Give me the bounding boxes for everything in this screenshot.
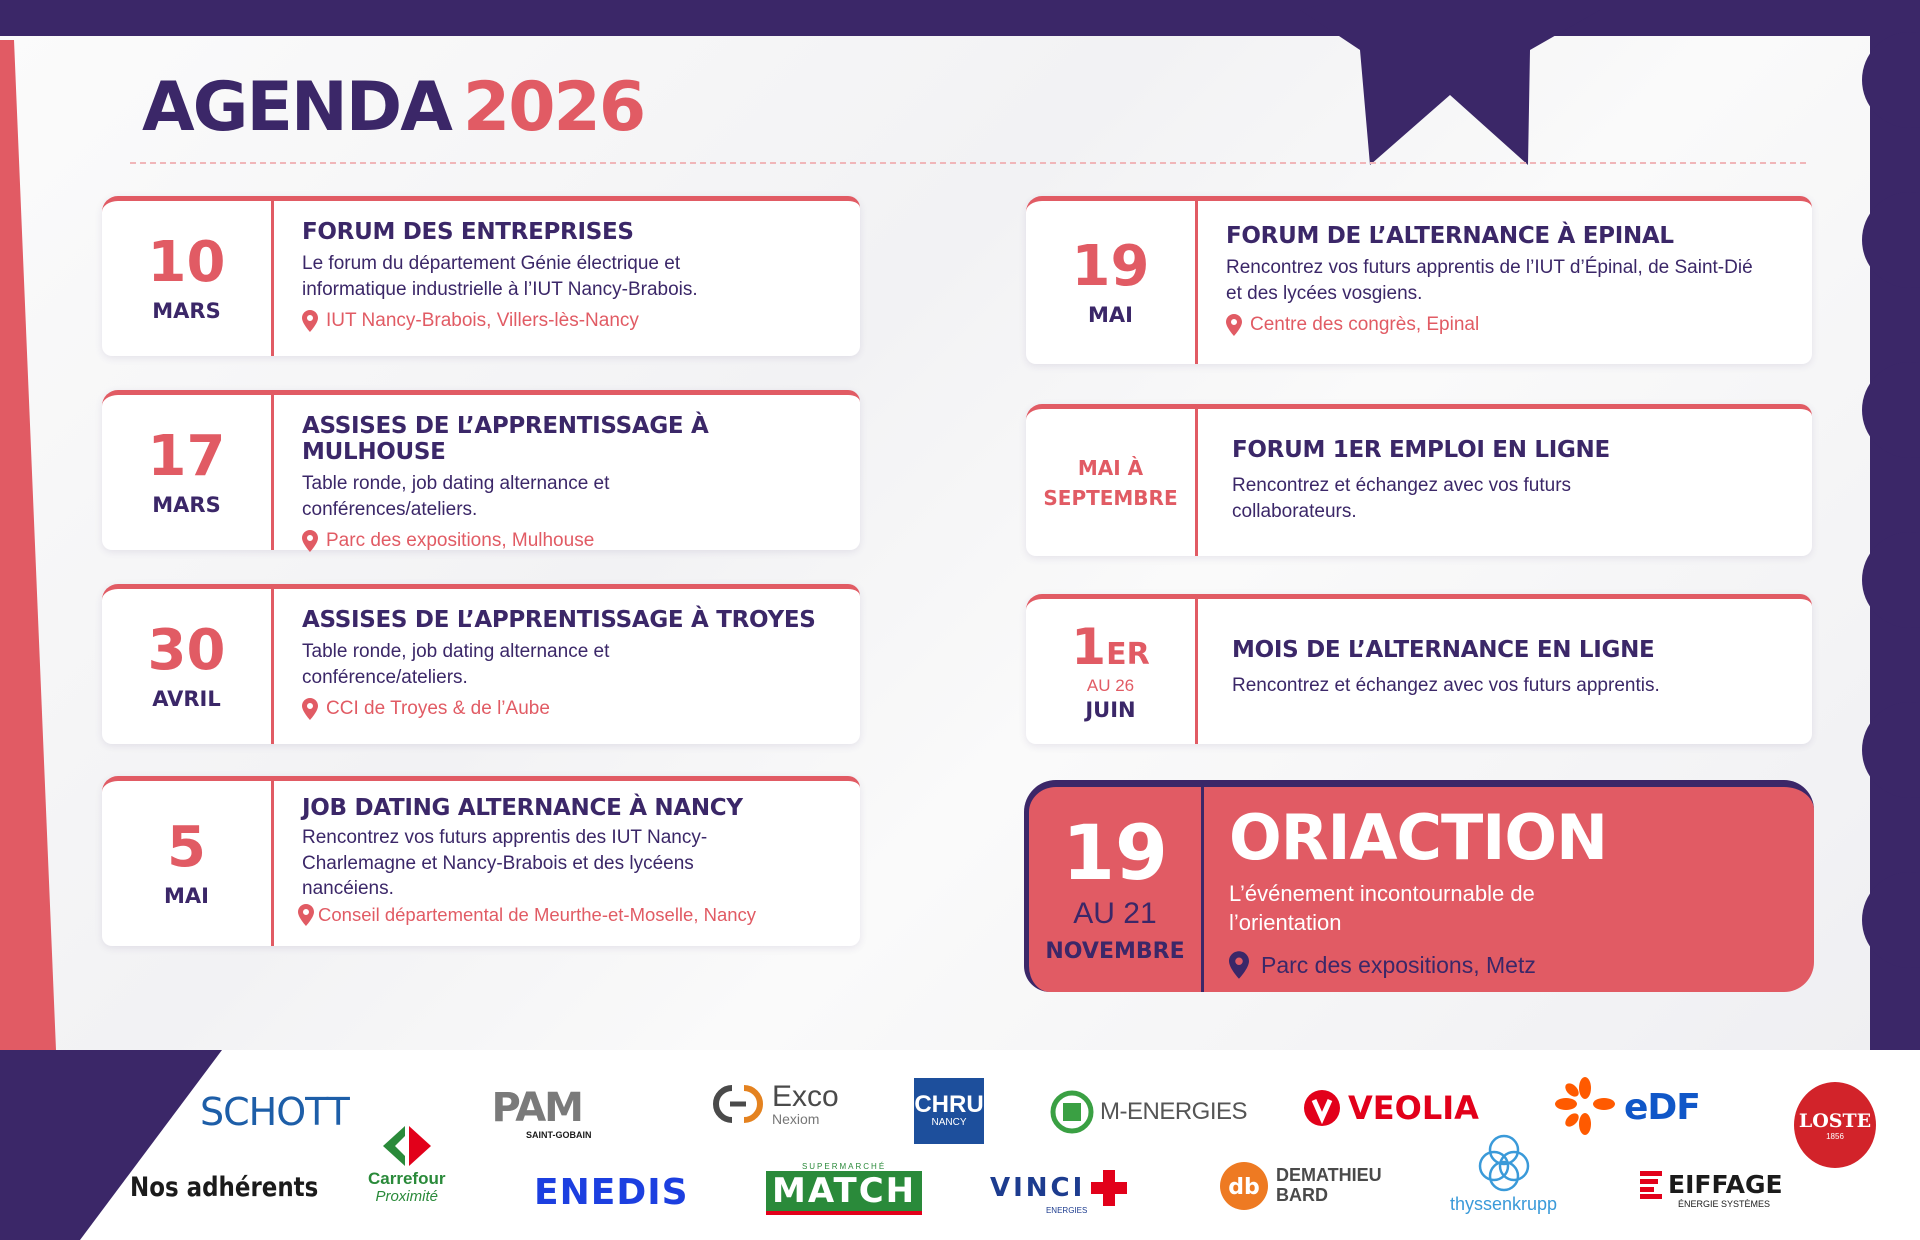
vinci-logo-text: VINCI [990, 1173, 1086, 1203]
exco-logo [710, 1082, 839, 1126]
thyssenkrupp-logo [1450, 1134, 1557, 1215]
event-description: Rencontrez et échangez avec vos futurs collaborateurs. [1232, 475, 1572, 522]
svg-text:db: db [1228, 1175, 1260, 1200]
chru-logo-text: CHRU [914, 1091, 984, 1118]
event-month: MARS [152, 298, 221, 323]
footer-label: Nos adhérents [130, 1172, 319, 1203]
edf-sun-icon [1552, 1076, 1618, 1138]
featured-location-text: Parc des expositions, Metz [1261, 951, 1536, 978]
right-bubble-edge [1810, 20, 1920, 1060]
m-energies-logo [1050, 1090, 1247, 1134]
event-card-mois-alternance [1026, 594, 1812, 744]
pam-logo [482, 1085, 592, 1140]
event-card-forum-1er-emploi [1026, 404, 1812, 556]
event-card-assises-troyes [102, 584, 860, 744]
featured-description: L’événement incontournable de l’orientation [1229, 881, 1535, 935]
title-year: 2026 [462, 68, 645, 147]
m-energies-mark-icon [1050, 1090, 1094, 1134]
location-pin-icon [302, 310, 318, 332]
featured-event-oriaction [1024, 780, 1814, 992]
event-description: Table ronde, job dating alternance et conférences/ateliers. [302, 473, 610, 520]
loste-logo [1794, 1082, 1876, 1168]
event-location [302, 530, 846, 552]
title-divider [130, 162, 1806, 164]
event-description: Rencontrez vos futurs apprentis des IUT Nancy-Charlemagne et Nancy-Brabois et des lycéens nancéiens. [302, 827, 708, 900]
featured-date [1029, 787, 1204, 992]
chru-logo [914, 1078, 984, 1144]
location-pin-icon [302, 698, 318, 720]
event-description: Table ronde, job dating alternance et conférence/ateliers. [302, 641, 610, 688]
event-date [1026, 599, 1198, 744]
carrefour-logo-sub: Proximité [375, 1188, 438, 1205]
event-day: 17 [147, 423, 226, 489]
carrefour-logo [368, 1124, 445, 1204]
title-word: AGENDA [142, 68, 451, 147]
enedis-logo [534, 1172, 689, 1213]
event-title: ASSISES DE L’APPRENTISSAGE À TROYES [302, 607, 816, 633]
event-card-job-dating-nancy [102, 776, 860, 946]
loste-logo-sub: 1856 [1826, 1131, 1844, 1141]
event-location-text: Centre des congrès, Epinal [1250, 314, 1480, 336]
m-energies-logo-text: M-ENERGIES [1100, 1098, 1248, 1125]
featured-range: AU 21 [1073, 897, 1157, 930]
event-card-assises-mulhouse [102, 390, 860, 550]
event-description: Rencontrez vos futurs apprentis de l’IUT d’Épinal, de Saint-Dié et des lycées vosgiens. [1226, 257, 1753, 304]
featured-title: ORIACTION [1229, 801, 1607, 874]
event-title: FORUM DE L’ALTERNANCE À EPINAL [1226, 223, 1674, 249]
enedis-logo-text: ENEDIS [534, 1172, 689, 1213]
event-date [102, 781, 274, 946]
event-location-text: IUT Nancy-Brabois, Villers-lès-Nancy [326, 310, 639, 332]
demathieu-bard-logo [1218, 1160, 1382, 1212]
event-location-text: Parc des expositions, Mulhouse [326, 530, 595, 552]
event-day: 19 [1071, 233, 1150, 299]
event-day: 10 [147, 229, 226, 295]
featured-location [1229, 951, 1794, 979]
thyssenkrupp-rings-icon [1472, 1134, 1536, 1192]
featured-month: NOVEMBRE [1045, 939, 1185, 964]
vinci-cross-icon [1091, 1170, 1127, 1206]
star-decoration [1300, 0, 1600, 170]
event-description: Rencontrez et échangez avec vos futurs apprentis. [1232, 675, 1660, 696]
event-location [302, 698, 846, 720]
event-date [1026, 409, 1198, 556]
veolia-mark-icon [1302, 1088, 1342, 1128]
demathieu-bard-mark-icon [1218, 1160, 1270, 1212]
carrefour-logo-text: Carrefour [368, 1169, 446, 1188]
bard-logo-text: BARD [1276, 1185, 1328, 1205]
exco-logo-text: Exco [772, 1080, 839, 1113]
event-day-number: 1 [1071, 617, 1107, 676]
event-title: MOIS DE L’ALTERNANCE EN LIGNE [1232, 637, 1655, 663]
veolia-logo [1302, 1088, 1479, 1128]
left-red-stripe [0, 40, 70, 1050]
edf-logo-text: eDF [1624, 1086, 1700, 1128]
schott-logo [200, 1090, 349, 1134]
event-location [302, 310, 846, 332]
event-day: 5 [167, 814, 206, 880]
event-card-forum-epinal [1026, 196, 1812, 364]
vinci-logo [990, 1170, 1127, 1215]
event-title: ASSISES DE L’APPRENTISSAGE À MULHOUSE [302, 413, 709, 465]
event-date [102, 395, 274, 550]
event-date [102, 201, 274, 356]
event-date [102, 589, 274, 744]
exco-mark-icon [710, 1082, 766, 1126]
event-title: FORUM DES ENTREPRISES [302, 219, 634, 245]
location-pin-icon [1226, 314, 1242, 336]
event-month: MARS [152, 492, 221, 517]
thyssenkrupp-logo-text: thyssenkrupp [1450, 1194, 1558, 1214]
match-logo [766, 1162, 922, 1215]
location-pin-icon [1229, 951, 1249, 979]
event-month: MAI [1088, 302, 1133, 327]
eiffage-mark-icon [1640, 1171, 1662, 1199]
event-location-text: Conseil départemental de Meurthe-et-Moselle, Nancy [318, 903, 757, 925]
event-day [1071, 617, 1150, 676]
edf-logo [1552, 1076, 1700, 1138]
event-title: FORUM 1ER EMPLOI EN LIGNE [1232, 437, 1610, 463]
exco-logo-sub: Nexiom [772, 1111, 820, 1127]
location-pin-icon [298, 904, 314, 926]
page-title [142, 68, 644, 147]
event-day-suffix: ER [1106, 636, 1150, 672]
event-day: 30 [147, 617, 226, 683]
match-logo-top: SUPERMARCHÉ [801, 1162, 887, 1171]
carrefour-mark-icon [375, 1124, 439, 1168]
event-card-forum-entreprises [102, 196, 860, 356]
event-range-end: AU 26 [1086, 675, 1135, 695]
pam-logo-sub: SAINT-GOBAIN [526, 1130, 592, 1140]
frame-top-band [0, 0, 1920, 40]
event-month: AVRIL [152, 686, 221, 711]
event-location [1226, 314, 1798, 336]
event-title: JOB DATING ALTERNANCE À NANCY [302, 795, 743, 821]
event-month: MAI [164, 883, 209, 908]
demathieu-logo-text: DEMATHIEU [1276, 1165, 1382, 1186]
loste-logo-text: LOSTE [1798, 1109, 1872, 1132]
vinci-logo-sub: ENERGIES [1045, 1206, 1088, 1215]
location-pin-icon [302, 530, 318, 552]
match-logo-text: MATCH [766, 1171, 922, 1215]
pam-logo-text: PAM [491, 1085, 582, 1131]
chru-logo-sub: NANCY [931, 1117, 967, 1128]
event-location [298, 904, 846, 926]
event-description: Le forum du département Génie électrique et informatique industrielle à l’IUT Nancy-Brabois. [302, 253, 698, 300]
schott-logo-text: SCHOTT [200, 1090, 349, 1134]
eiffage-logo-sub: ÉNERGIE SYSTÈMES [1678, 1199, 1771, 1209]
event-date-range: MAI À SEPTEMBRE [1043, 455, 1178, 510]
event-date [1026, 201, 1198, 364]
eiffage-logo [1640, 1170, 1783, 1209]
featured-day: 19 [1062, 808, 1168, 897]
event-month: JUIN [1085, 697, 1136, 722]
event-location-text: CCI de Troyes & de l’Aube [326, 698, 550, 720]
eiffage-logo-text: EIFFAGE [1668, 1170, 1783, 1199]
veolia-logo-text: VEOLIA [1348, 1089, 1479, 1127]
